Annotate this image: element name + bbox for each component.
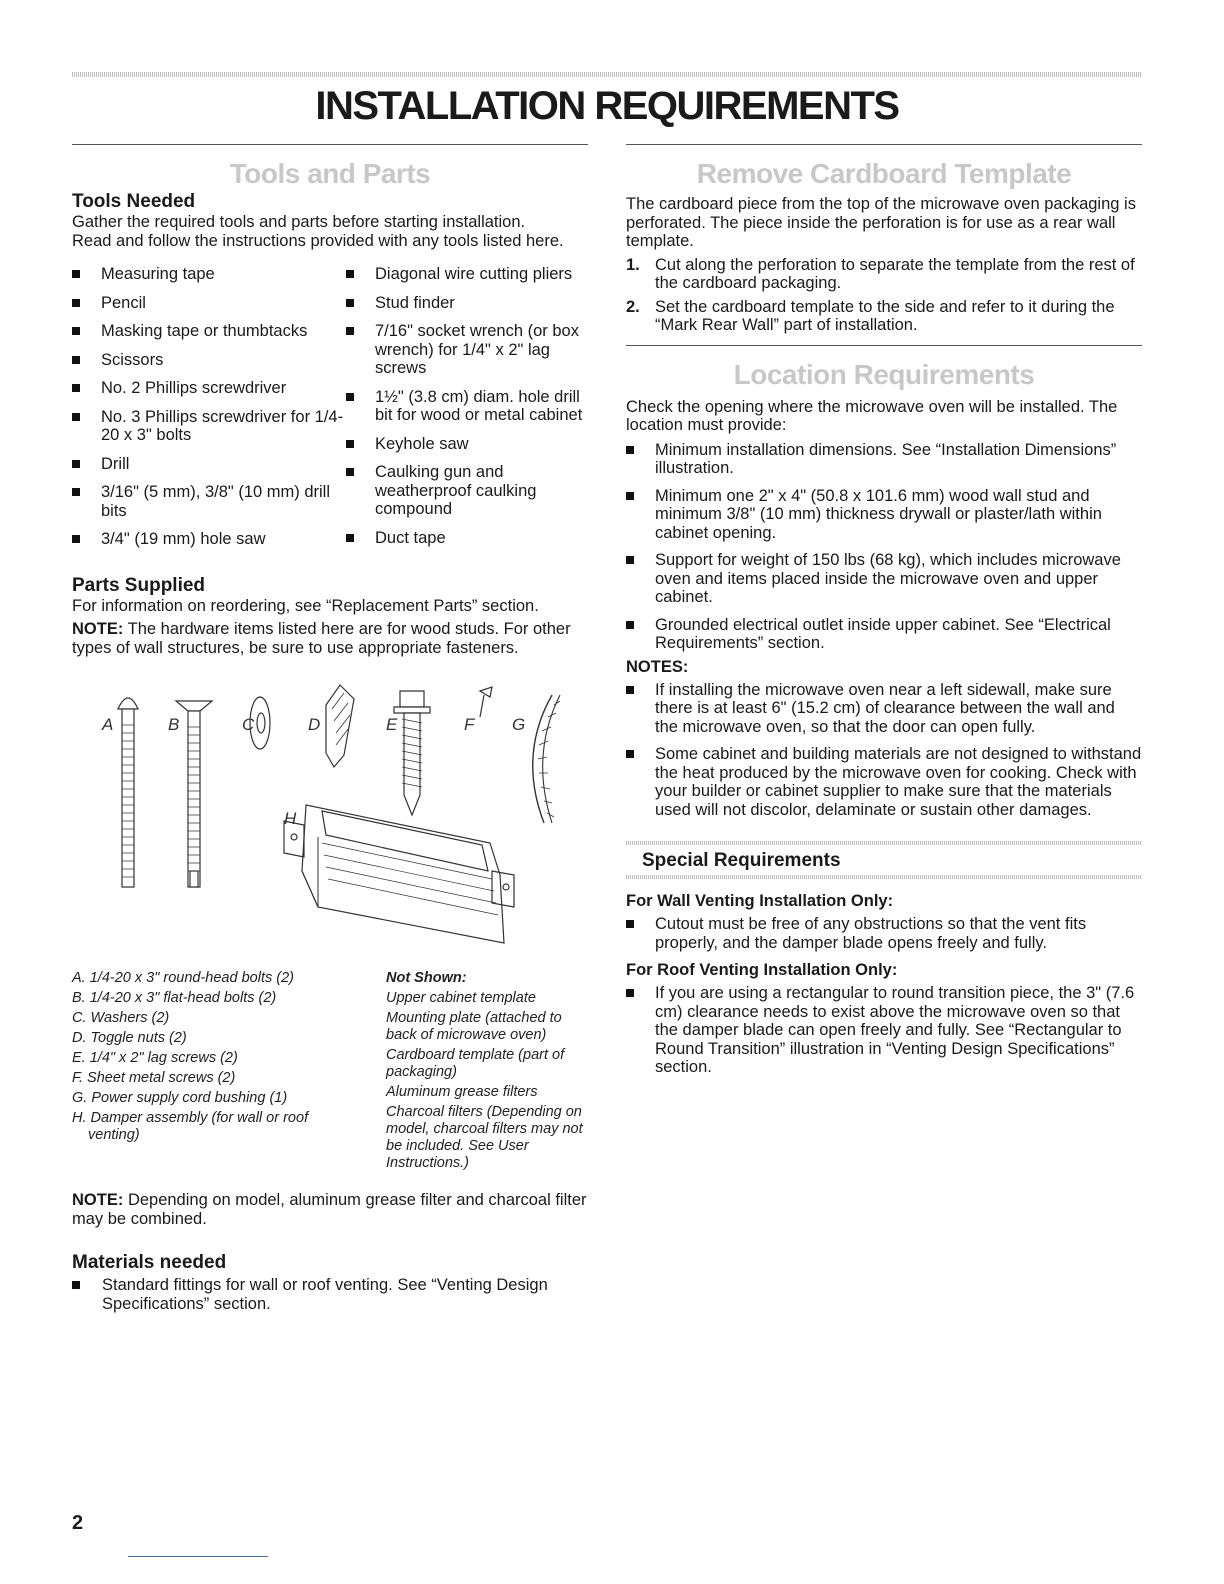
bullet-square-icon [346,327,354,335]
roof-venting-heading: For Roof Venting Installation Only: [626,961,898,979]
notes-list [626,681,1142,820]
label-e: E [386,715,398,734]
bullet-square-icon [72,327,80,335]
tools-list [72,265,588,559]
tool-item: 1½" (3.8 cm) diam. hole drill bit for wood or metal cabinet [346,388,588,425]
bullet-square-icon [346,534,354,542]
legend-item: F. Sheet metal screws (2) [72,1070,236,1086]
legend-item: H. Damper assembly (for wall or roof venting) [72,1110,309,1143]
filter-note-text: Depending on model, aluminum grease filter and charcoal filter may be combined. [72,1191,587,1228]
location-item: Minimum installation dimensions. See “Installation Dimensions” illustration. [626,441,1142,478]
remove-template-steps [626,256,1142,335]
location-list [626,441,1142,653]
note-item: If installing the microwave oven near a left sidewall, make sure there is at least 6" (15.2 cm) of clearance between the wall and the microwave oven, so that the door can open fully. [626,681,1142,737]
note-label: NOTE: [72,620,124,638]
not-shown-heading: Not Shown: [386,970,467,986]
tool-item: No. 2 Phillips screwdriver [72,379,346,398]
tool-item: Drill [72,455,346,474]
hardware-illustration [72,675,588,960]
tools-needed-heading: Tools Needed [72,191,196,212]
tool-item: 7/16" socket wrench (or box wrench) for 1/4" x 2" lag screws [346,322,588,378]
tool-item: Masking tape or thumbtacks [72,322,346,341]
filter-note [72,1191,588,1228]
flat-head-bolt-drawing [176,701,212,887]
tool-item: Keyhole saw [346,435,588,454]
bullet-square-icon [626,920,634,928]
bullet-square-icon [346,299,354,307]
tools-list-col2 [346,265,588,559]
tool-item: 3/16" (5 mm), 3/8" (10 mm) drill bits [72,483,346,520]
page-number: 2 [72,1512,84,1534]
bullet-square-icon [72,535,80,543]
label-a: A [102,715,114,734]
bullet-square-icon [346,440,354,448]
round-head-bolt-drawing [118,698,138,887]
not-shown-item: Cardboard template (part of packaging) [386,1047,565,1080]
tool-item: Scissors [72,351,346,370]
notes-heading: NOTES: [626,657,689,676]
bullet-square-icon [72,1281,80,1289]
section-rule [72,144,588,145]
tool-item: Diagonal wire cutting pliers [346,265,588,284]
bullet-square-icon [72,384,80,392]
bullet-square-icon [72,270,80,278]
bullet-square-icon [72,488,80,496]
sheet-metal-screw-drawing [480,687,492,717]
parts-legend [72,970,588,1175]
hardware-parts-drawing [72,675,588,960]
parts-info: For information on reordering, see “Replacement Parts” section. [72,596,539,615]
location-item: Grounded electrical outlet inside upper cabinet. See “Electrical Requirements” section. [626,616,1142,653]
step-item: 1. Cut along the perforation to separate the template from the rest of the cardboard packaging. [626,255,1135,292]
bullet-square-icon [626,446,634,454]
location-item: Minimum one 2" x 4" (50.8 x 101.6 mm) wood wall stud and minimum 3/8" (10 mm) thickness drywall or plaster/lath within cabinet opening. [626,487,1142,543]
roof-venting-item: If you are using a rectangular to round transition piece, the 3" (7.6 cm) clearance needs to exist above the microwave oven so that the damper blade can open freely and fully. See “Rectangular to Round Transition” illustration in “Venting Design Specifications” section. [626,984,1142,1077]
bullet-square-icon [346,393,354,401]
bullet-square-icon [72,460,80,468]
lag-screw-drawing [394,691,430,815]
label-b: B [168,715,180,734]
remove-template-heading: Remove Cardboard Template [696,158,1072,189]
dotted-rule [626,841,1142,845]
bullet-square-icon [626,621,634,629]
tools-list-col1 [72,265,346,559]
bullet-square-icon [346,270,354,278]
bullet-square-icon [626,556,634,564]
materials-item: Standard fittings for wall or roof venting. See “Venting Design Specifications” section. [72,1276,588,1313]
not-shown-item: Upper cabinet template [386,990,536,1006]
tool-item: Measuring tape [72,265,346,284]
label-g: G [512,715,526,734]
legend-item: A. 1/4-20 x 3" round-head bolts (2) [72,970,294,986]
tool-item: 3/4" (19 mm) hole saw [72,530,346,549]
parts-legend-list [72,970,386,1175]
not-shown-item: Charcoal filters (Depending on model, charcoal filters may not be included. See User Instructions.) [386,1104,583,1171]
cord-bushing-drawing [533,695,560,823]
label-c: C [242,715,255,734]
not-shown-item: Aluminum grease filters [386,1084,538,1100]
materials-list [72,1276,588,1313]
wall-venting-list [626,915,1142,952]
tools-and-parts-heading: Tools and Parts [229,158,431,189]
bullet-square-icon [346,468,354,476]
tool-item: Pencil [72,294,346,313]
tool-item: Duct tape [346,529,588,548]
note-item: Some cabinet and building materials are not designed to withstand the heat produced by the microwave oven for cooking. Check with your builder or cabinet supplier to make sure that the materials used will not discolor, delaminate or sustain other damages. [626,745,1142,819]
parts-note [72,620,588,657]
right-column [626,144,1142,1077]
materials-needed-heading: Materials needed [72,1252,227,1273]
parts-supplied-heading: Parts Supplied [72,574,206,596]
special-requirements-heading: Special Requirements [642,850,841,871]
step-item: 2. Set the cardboard template to the side and refer to it during the “Mark Rear Wall” part of installation. [626,297,1115,334]
page-title: INSTALLATION REQUIREMENTS [315,84,899,128]
wall-venting-item: Cutout must be free of any obstructions so that the vent fits properly, and the damper blade opens freely and fully. [626,915,1142,952]
not-shown-list [386,970,588,1175]
not-shown-item: Mounting plate (attached to back of microwave oven) [386,1010,562,1043]
left-column [72,144,588,1313]
legend-item: C. Washers (2) [72,1010,170,1026]
footer-rule [128,1556,268,1557]
legend-item: D. Toggle nuts (2) [72,1030,187,1046]
bullet-square-icon [626,989,634,997]
label-f: F [464,715,475,734]
location-requirements-heading: Location Requirements [733,358,1035,390]
tools-intro: Gather the required tools and parts before starting installation. Read and follow the instructions provided with any tools listed here. [72,213,564,250]
location-item: Support for weight of 150 lbs (68 kg), which includes microwave oven and items placed inside the microwave oven and upper cabinet. [626,551,1142,607]
bullet-square-icon [626,750,634,758]
roof-venting-list [626,984,1142,1077]
damper-assembly-drawing [284,805,514,943]
bullet-square-icon [626,492,634,500]
tool-item: No. 3 Phillips screwdriver for 1/4-20 x 3" bolts [72,408,346,445]
section-rule [626,144,1142,145]
bullet-square-icon [72,356,80,364]
legend-item: B. 1/4-20 x 3" flat-head bolts (2) [72,990,277,1006]
tool-item: Stud finder [346,294,588,313]
note-label: NOTE: [72,1191,124,1209]
label-h: H [284,809,297,828]
parts-note-text: The hardware items listed here are for wood studs. For other types of wall structures, be sure to use appropriate fasteners. [72,620,571,657]
legend-item: G. Power supply cord bushing (1) [72,1090,288,1106]
dotted-rule [626,875,1142,879]
label-d: D [308,715,321,734]
location-intro: Check the opening where the microwave oven will be installed. The location must provide: [626,397,1118,434]
section-rule [626,345,1142,346]
tool-item: Caulking gun and weatherproof caulking compound [346,463,588,519]
top-dotted-rule [72,72,1142,77]
legend-item: E. 1/4" x 2" lag screws (2) [72,1050,238,1066]
wall-venting-heading: For Wall Venting Installation Only: [626,892,894,910]
toggle-nut-drawing [326,685,354,767]
bullet-square-icon [626,686,634,694]
remove-template-intro: The cardboard piece from the top of the microwave oven packaging is perforated. The piece inside the perforation is for use as a rear wall template. [626,195,1136,250]
bullet-square-icon [72,413,80,421]
bullet-square-icon [72,299,80,307]
